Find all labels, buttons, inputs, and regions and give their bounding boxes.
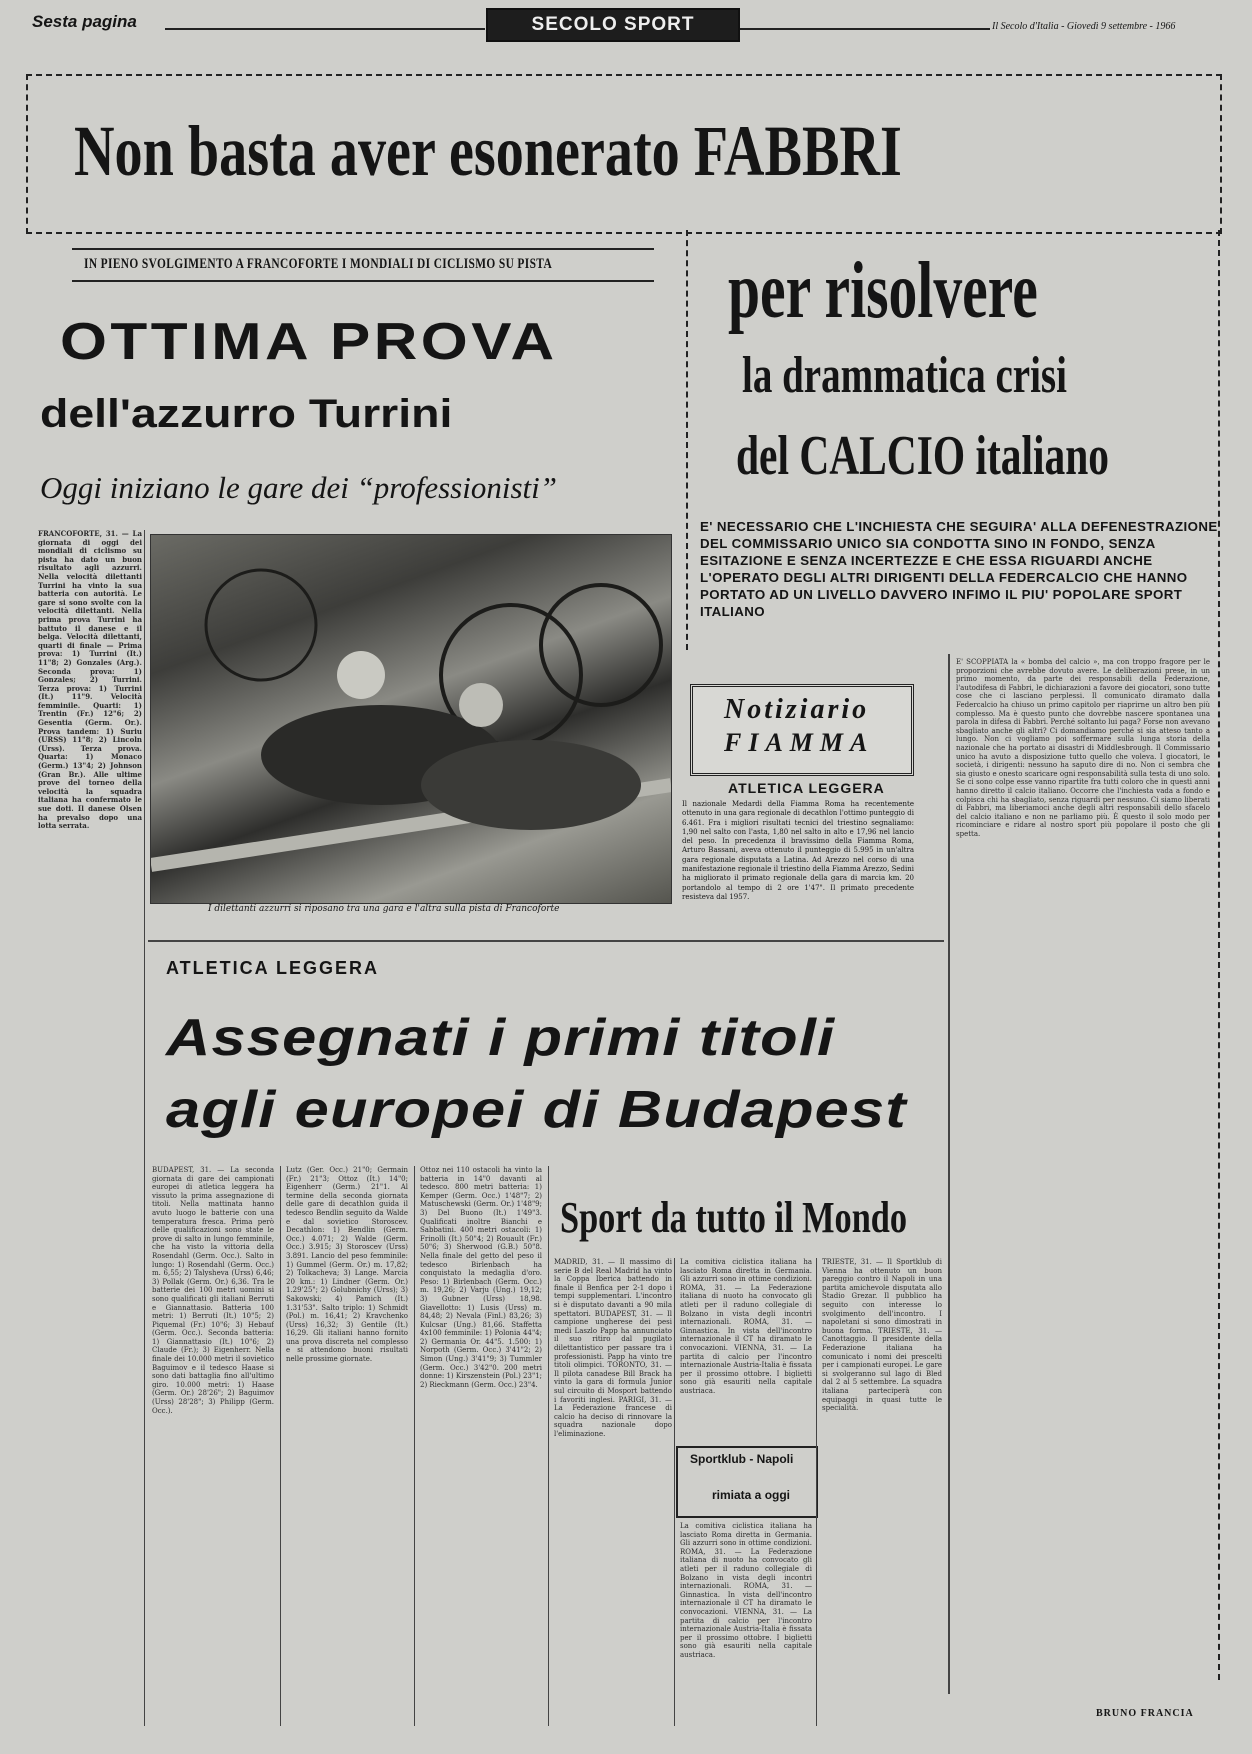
notiziario-heading: ATLETICA LEGGERA — [728, 780, 885, 796]
athletics-col-1: BUDAPEST, 31. — La seconda giornata di gare dei campionati europei di atletica leggera ha vissuto la prima assegnazione di titoli. Nella mattinata hanno avuto luogo le batterie con una temperatura fresca. Prima però delle qualificazioni sono state le prove di salto in lungo femminile, che ha visto la vittoria della Rosendahl (Germ. Occ.). Salto in lungo: 1) Rosendahl (Germ. Occ.) m. 6,55; 2) Talysheva (Urss) 6,46; 3) Pollak (Germ. Or.) 6,36. Tra le batterie dei 100 metri uomini si sono qualificati gli italiani Berruti e Giannattasio. Batteria 100 metri: 1) Berruti (It.) 10"5; 2) Piquemal (Fr.) 10"6; 3) Hebauf (Germ. Occ.). Seconda batteria: 1) Giannattasio (It.) 10"6; 2) Claude (Fr.); 3) Eigenherr. Nella finale dei 10.000 metri il sovietico Baguimov e il tedesco Haase si sono dati battaglia fino all'ultimo giro. 10.000 metri: 1) Haase (Germ. Or.) 28'26"; 2) Baguimov (Urss) 28'28"; 3) Philipp (Germ. Occ.). — [152, 1166, 274, 1415]
sportklub-title: Sportklub - Napoli — [690, 1452, 794, 1466]
kicker-rule-bottom — [72, 280, 654, 282]
headline-line2: per risolvere — [728, 247, 1038, 335]
notiziario-title: Notiziario — [724, 694, 870, 725]
headline-line3: la drammatica crisi — [742, 347, 1067, 404]
column-rule — [674, 1258, 675, 1726]
cycling-subtitle: Oggi iniziano le gare dei “professionisti” — [40, 470, 557, 505]
athletics-kicker: ATLETICA LEGGERA — [166, 958, 379, 978]
world-title: Sport da tutto il Mondo — [560, 1193, 908, 1242]
headline-frame-divider — [686, 230, 688, 650]
column-rule — [414, 1166, 415, 1726]
cycling-body: FRANCOFORTE, 31. — La giornata di oggi dei mondiali di ciclismo su pista ha dato un buon risultato agli azzurri. Nella velocità dilettanti Turrini ha vinto la sua batteria con autorità. Le gare si sono svolte con la velocità dilettanti. Nella prima prova Turrini ha battuto il danese e il belga. Velocità dilettanti, quarti di finale — Prima prova: 1) Turrini (It.) 11"8; 2) Gonzales (Arg.). Seconda prova: 1) Gonzales; 2) Turrini. Terza prova: 1) Turrini (It.) 11"9. Velocità femminile. Quarti: 1) Trentin (Fr.) 12"6; 2) Gesentia (Germ. Or.). Prova tandem: 1) Suriu (URSS) 11"8; 2) Lincoln (Urss). Terza prova. Quarta: 1) Monaco (Germ.) 13"4; 2) Johnson (Gran Br.). Alle ultime prove del torneo della velocità la squadra italiana ha confermato le sue doti. Il danese Olsen ha prevalso dopo una lotta serrata. — [38, 530, 142, 831]
editorial-signature: BRUNO FRANCIA — [1096, 1708, 1194, 1719]
photo-caption: I dilettanti azzurri si riposano tra una gara e l'altra sulla pista di Francoforte — [208, 904, 560, 914]
sportklub-subtitle: rimiata a oggi — [712, 1488, 791, 1502]
world-col-1: MADRID, 31. — Il massimo di serie B del Real Madrid ha vinto la Coppa Iberica battendo in finale il Benfica per 2-1 dopo i tempi supplementari. L'incontro si è disputato davanti a 90 mila spettatori. BUDAPEST, 31. — Il campione ungherese dei pesi medi Laszlo Papp ha annunciato il suo ritiro dal pugilato dilettantistico per passare tra i professionisti. Papp ha vinto tre titoli olimpici. TORONTO, 31. — Il pilota canadese Bill Brack ha vinto la gara di formula Junior sul circuito di Mosport battendo i favoriti inglesi. PARIGI, 31. — La Federazione francese di calcio ha deciso di rinnovare la squadra nazionale dopo l'eliminazione. — [554, 1258, 672, 1438]
column-rule — [548, 1166, 549, 1726]
headline-line4: del CALCIO italiano — [736, 425, 1110, 487]
cycling-title: OTTIMA PROVA — [60, 313, 558, 371]
notiziario-title-2: FIAMMA — [724, 728, 875, 757]
athletics-rule — [148, 940, 944, 942]
section-title: SECOLO SPORT — [486, 8, 740, 42]
page-label: Sesta pagina — [32, 12, 137, 31]
world-col-3: TRIESTE, 31. — Il Sportklub di Vienna ha ottenuto un buon pareggio contro il Napoli in una partita amichevole disputata allo Stadio Grezar. Il pubblico ha seguito con interesse lo svolgimento dell'incontro. I napoletani si sono dimostrati in buona forma. TRIESTE, 31. — Canottaggio. Il presidente della Federazione italiana ha comunicato i nomi dei prescelti per i campionati europei. Le gare si svolgeranno sul lago di Bled dal 2 al 5 settembre. La squadra italiana parteciperà con equipaggi in quasi tutte le specialità. — [822, 1258, 942, 1413]
athletics-title: Assegnati i primi titoli — [166, 1009, 836, 1067]
editorial-intro: E' NECESSARIO CHE L'INCHIESTA CHE SEGUIRA' ALLA DEFENESTRAZIONE DEL COMMISSARIO UNICO SIA CONDOTTA SINO IN FONDO, SENZA ESITAZIONE E SENZA INCERTEZZE E CHE ESSA RIGUARDI ANCHE L'OPERATO DEGLI ALTRI DIRIGENTI DELLA FEDERCALCIO CHE HANNO PORTATO AD UN LIVELLO DAVVERO INFIMO IL PIU' POPOLARE SPORT ITALIANO — [700, 519, 1218, 619]
date-line: Il Secolo d'Italia - Giovedì 9 settembre - 1966 — [992, 21, 1176, 32]
cyclists-photo — [150, 534, 672, 904]
main-headline: Non basta aver esonerato FABBRI — [74, 111, 902, 191]
cycling-kicker: IN PIENO SVOLGIMENTO A FRANCOFORTE I MONDIALI DI CICLISMO SU PISTA — [84, 256, 553, 272]
kicker-rule-top — [72, 248, 654, 250]
column-rule — [816, 1258, 817, 1726]
column-rule — [280, 1166, 281, 1726]
editorial-frame-right — [1218, 230, 1220, 1680]
athletics-col-3: Ottoz nei 110 ostacoli ha vinto la batteria in 14"0 davanti al tedesco. 800 metri batteria: 1) Kemper (Germ. Occ.) 1'48"7; 2) Matuschewski (Germ. Or.) 1'48"9; 3) Del Buono (It.) 1'49"3. Qualificati inoltre Bianchi e Sabbatini. 400 metri ostacoli: 1) Frinolli (It.) 50"4; 2) Rouault (Fr.) 50"6; 3) Sherwood (G.B.) 50"8. Nella finale del getto del peso il tedesco Birlenbach ha conquistato la medaglia d'oro. Peso: 1) Birlenbach (Germ. Occ.) m. 19,26; 2) Varju (Ung.) 19,12; 3) Gubner (Urss) 18,98. Giavellotto: 1) Lusis (Urss) m. 84,48; 2) Nevala (Finl.) 83,26; 3) Kulcsar (Ung.) 81,66. Staffetta 4x100 femminile: 1) Polonia 44"4; 2) Germania Or. 44"5. 1.500: 1) Norpoth (Germ. Occ.) 3'41"2; 2) Simon (Ung.) 3'41"9; 3) Tummler (Germ. Occ.) 3'42"0. 200 metri donne: 1) Kirszenstein (Pol.) 23"1; 2) Rieckmann (Germ. Occ.) 23"4. — [420, 1166, 542, 1389]
notiziario-body: Il nazionale Medardi della Fiamma Roma ha recentemente ottenuto in una gara regionale di decathlon l'ottimo punteggio di 6.461. Fra i migliori risultati tecnici del triestino segnaliamo: 1,90 nel salto con l'asta, 1,80 nel salto in alto e 17,96 nel lancio del peso. In precedenza il bravissimo della Fiamma Roma, Arturo Bassani, aveva ottenuto il punteggio di 5.995 in un'altra gara regionale disputata a Latina. Ad Arezzo nel corso di una manifestazione regionale il triestino della Fiamma Arezzo, Sedini ha migliorato il primato regionale della gara di marcia km. 20 portandolo al tempo di 2 ore 1'47". Il primato precedente resisteva dal 1957. — [682, 800, 914, 901]
athletics-col-2: Lutz (Ger. Occ.) 21"0; Germain (Fr.) 21"3; Ottoz (It.) 14"0; Eigenherr (Germ.) 21"1. Al termine della seconda giornata delle gare di decathlon guida il tedesco Bendlin seguito da Walde e dal sovietico Storoscev. Decathlon: 1) Bendlin (Germ. Occ.) 4.071; 2) Walde (Germ. Occ.) 3.915; 3) Storoscev (Urss) 3.891. Lancio del peso femminile: 1) Gummel (Germ. Or.) m. 17,82; 2) Tolkacheva; 3) Lange. Marcia 20 km.: 1) Lindner (Germ. Or.) 1.29'25"; 2) Golubnichy (Urss); 3) Sakowski; 4) Pamich (It.) 1.31'53". Salto triplo: 1) Schmidt (Pol.) m. 16,41; 2) Kravchenko (Urss) 16,32; 3) Gentile (It.) 16,29. Gli italiani hanno fornito una prova discreta nel complesso e si attendono buoni risultati nelle prossime giornate. — [286, 1166, 408, 1364]
cycling-title-2: dell'azzurro Turrini — [40, 392, 453, 436]
masthead-rule-right — [740, 28, 990, 30]
masthead-rule-left — [165, 28, 485, 30]
cyclists-photo-art — [151, 535, 671, 903]
world-col-2: La comitiva ciclistica italiana ha lasciato Roma diretta in Germania. Gli azzurri sono in ottime condizioni. ROMA, 31. — La Federazione italiana di nuoto ha convocato gli atleti per il raduno collegiale di Bolzano in vista degli incontri internazionali. ROMA, 31. — Ginnastica. In vista dell'incontro internazionale il CT ha diramato le convocazioni. VIENNA, 31. — La partita di calcio per l'incontro internazionale Austria-Italia è fissata per il prossimo ottobre. I biglietti sono già esauriti nella capitale austriaca. — [680, 1258, 812, 1395]
editorial-body: E' SCOPPIATA la « bomba del calcio », ma con troppo fragore per le proporzioni che avrebbe dovuto avere. Le deliberazioni prese, in un primo momento, da parte dei responsabili della Federazione, l'autodifesa di Fabbri, le dichiarazioni a favore dei giocatori, sono tutte cose che ci lasciano perplessi. Il comunicato diramato dalla Federcalcio ha chiuso un primo capitolo per riaprirne un altro ben più complesso. Ma è questo punto che dovrebbe nascere spontanea una parola in difesa di Fabbri. Perché soltanto lui paga? Forse non avevano sbagliato anche gli altri? Ci domandiamo perché si sia atteso tanto a lungo. Non ci vogliamo poi soffermare sulla lunga storia della nazionale che ha portato ai disastri di Middlesbrough. Il Commissario unico ha avuto a disposizione tutto quello che voleva. I giocatori, le società, i dirigenti: nessuno ha saputo dire di no. Non ci sembra che sia giusto e onesto scaricare ogni responsabilità sulla testa di uno solo. Se ci sono colpe esse vanno ripartite fra tutti coloro che in questi anni hanno diretto il calcio italiano. Occorre che l'inchiesta vada a fondo e colpisca chi ha sbagliato, senza riguardi per nessuno. Ci siamo liberati di Fabbri, ma liberiamoci anche degli altri responsabili dello sfacelo del calcio italiano e non ne parliamo più. È questo il solo modo per ricominciare e ridare al nostro sport più popolare il posto che gli spetta. — [956, 658, 1210, 838]
editorial-rule — [948, 654, 950, 1694]
athletics-title-2: agli europei di Budapest — [166, 1081, 907, 1139]
column-rule — [144, 530, 145, 1726]
world-col-2-cont: La comitiva ciclistica italiana ha lasciato Roma diretta in Germania. Gli azzurri sono in ottime condizioni. ROMA, 31. — La Federazione italiana di nuoto ha convocato gli atleti per il raduno collegiale di Bolzano in vista degli incontri internazionali. ROMA, 31. — Ginnastica. In vista dell'incontro internazionale il CT ha diramato le convocazioni. VIENNA, 31. — La partita di calcio per l'incontro internazionale Austria-Italia è fissata per il prossimo ottobre. I biglietti sono già esauriti nella capitale austriaca. — [680, 1522, 812, 1659]
